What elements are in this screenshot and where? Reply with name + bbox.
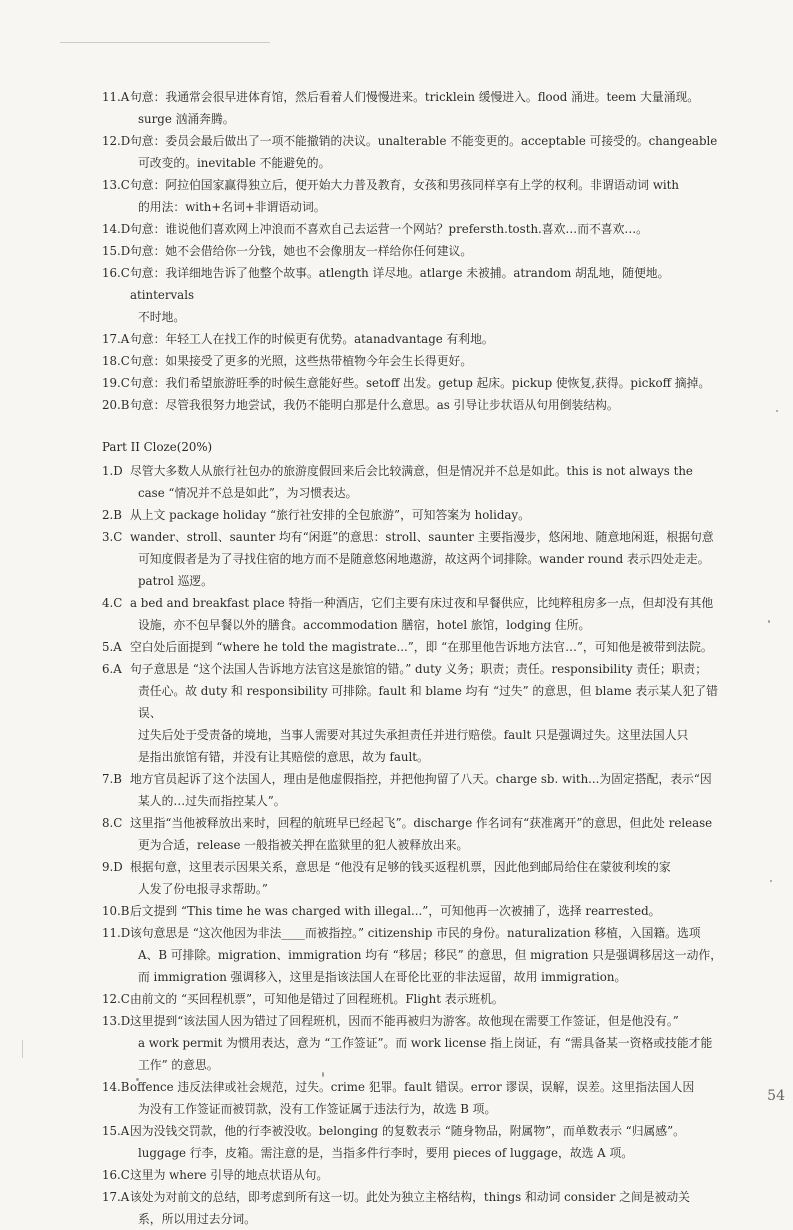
explanation-line: 句意：尽管我很努力地尝试，我仍不能明白那是什么意思。as 引导让步状语从句用倒装结构。	[130, 398, 619, 412]
answer-entry	[102, 240, 732, 262]
answer-number: 11.A	[102, 90, 130, 104]
answer-explanation	[130, 812, 732, 856]
answer-entry	[102, 1164, 732, 1186]
answer-entry	[102, 86, 732, 130]
explanation-line: patrol 巡逻。	[138, 574, 213, 588]
answer-number: 18.C	[102, 354, 130, 368]
explanation-line: 工作” 的意思。	[138, 1058, 219, 1072]
answer-entry	[102, 922, 732, 988]
answer-entry	[102, 394, 732, 416]
answer-number: 13.C	[102, 178, 130, 192]
answer-entry	[102, 130, 732, 174]
answer-explanation	[130, 1010, 732, 1076]
answer-entry	[102, 372, 732, 394]
page-number: 54	[767, 1088, 785, 1104]
answer-entry	[102, 526, 732, 592]
answer-number: 19.C	[102, 376, 130, 390]
answer-explanation	[130, 328, 732, 350]
answer-entry	[102, 1120, 732, 1164]
explanation-line: 因为没钱交罚款，他的行李被没收。belonging 的复数表示 “随身物品，附属物”，而单数表示 “归属感”。	[130, 1124, 685, 1138]
answer-explanation	[130, 174, 732, 218]
answer-entry	[102, 262, 732, 328]
answer-entry	[102, 592, 732, 636]
answer-explanation	[130, 372, 732, 394]
explanation-line: 为没有工作签证而被罚款，没有工作签证属于违法行为，故选 B 项。	[138, 1102, 497, 1116]
answer-explanation	[130, 768, 732, 812]
answer-explanation	[130, 526, 732, 592]
scan-speck	[776, 410, 778, 412]
answer-explanation	[130, 218, 732, 240]
explanation-line: 这里为 where 引导的地点状语从句。	[130, 1168, 329, 1182]
answer-entry	[102, 218, 732, 240]
explanation-line: luggage 行李，皮箱。需注意的是，当指多件行李时，要用 pieces of luggage，故选 A 项。	[138, 1146, 634, 1160]
scan-artifact-line	[22, 1040, 23, 1058]
explanation-line: 某人的…过失而指控某人”。	[138, 794, 286, 808]
answer-number: 1.D	[102, 464, 123, 478]
explanation-line: 句意：我通常会很早进体育馆，然后看着人们慢慢进来。tricklein 缓慢进入。flood 涌进。teem 大量涌现。	[130, 90, 700, 104]
answer-number: 16.C	[102, 266, 130, 280]
answer-number: 8.C	[102, 816, 123, 830]
answer-number: 11.D	[102, 926, 131, 940]
answer-explanation	[130, 1076, 732, 1120]
answer-explanation	[130, 988, 732, 1010]
explanation-line: 从上文 package holiday “旅行社安排的全包旅游”，可知答案为 holiday。	[130, 508, 530, 522]
answer-number: 9.D	[102, 860, 123, 874]
explanation-line: 尽管大多数人从旅行社包办的旅游度假回来后会比较满意，但是情况并不总是如此。this is not always the	[130, 464, 693, 478]
explanation-line: 由前文的 “买回程机票”，可知他是错过了回程班机。Flight 表示班机。	[130, 992, 504, 1006]
answer-explanations	[102, 86, 732, 1230]
explanation-line: 句意：如果接受了更多的光照，这些热带植物今年会生长得更好。	[130, 354, 473, 368]
explanation-line: 空白处后面提到 “where he told the magistrate...”，即 “在那里他告诉地方法官…”，可知他是被带到法院。	[130, 640, 713, 654]
answer-explanation	[130, 658, 732, 768]
answer-explanation	[130, 130, 732, 174]
explanation-line: 人发了份电报寻求帮助。”	[138, 882, 268, 896]
explanation-line: 是指出旅馆有错，并没有让其赔偿的意思，故为 fault。	[138, 750, 429, 764]
scan-speck	[770, 880, 772, 882]
explanation-line: 更为合适，release 一般指被关押在监狱里的犯人被释放出来。	[138, 838, 469, 852]
explanation-line: 该句意思是 “这次他因为非法____而被指控。” citizenship 市民的身份。naturalization 移植，入国籍。选项	[130, 926, 701, 940]
answer-entry	[102, 1076, 732, 1120]
answer-explanation	[130, 592, 732, 636]
explanation-line: 系，所以用过去分词。	[138, 1212, 256, 1226]
explanation-line: 句意：阿拉伯国家赢得独立后，便开始大力普及教育，女孩和男孩同样享有上学的权利。非谓语动词 with	[130, 178, 680, 192]
explanation-line: 这里指“当他被释放出来时，回程的航班早已经起飞”。discharge 作名词有“获准离开”的意思，但此处 release	[130, 816, 713, 830]
explanation-line: wander、stroll、saunter 均有“闲逛”的意思：stroll、saunter 主要指漫步，悠闲地、随意地闲逛，根据句意	[130, 530, 714, 544]
answer-explanation	[130, 86, 732, 130]
answer-number: 20.B	[102, 398, 130, 412]
explanation-line: 的用法：with+名词+非谓语动词。	[138, 200, 326, 214]
answer-explanation	[130, 856, 732, 900]
explanation-line: A、B 可排除。migration、immigration 均有 “移居；移民” 的意思，但 migration 只是强调移居这一动作，	[138, 948, 723, 962]
section-title-cloze: Part II Cloze(20%)	[102, 440, 213, 454]
answer-entry	[102, 900, 732, 922]
answer-explanation	[130, 1120, 732, 1164]
answer-explanation	[130, 240, 732, 262]
scan-artifact-line	[60, 42, 270, 43]
answer-explanation	[130, 262, 732, 328]
answer-entry	[102, 658, 732, 768]
explanation-line: 过失后处于受责备的境地，当事人需要对其过失承担责任并进行赔偿。fault 只是强调过失。这里法国人只	[138, 728, 689, 742]
answer-entry	[102, 504, 732, 526]
answer-number: 6.A	[102, 662, 122, 676]
answer-number: 15.A	[102, 1124, 130, 1138]
explanation-line: 句意：她不会借给你一分钱，她也不会像朋友一样给你任何建议。	[130, 244, 473, 258]
explanation-line: 句意：谁说他们喜欢网上冲浪而不喜欢自己去运营一个网站？prefersth.tosth.喜欢…而不喜欢…。	[130, 222, 648, 236]
answer-explanation	[130, 394, 732, 416]
answer-number: 14.B	[102, 1080, 130, 1094]
answer-entry	[102, 768, 732, 812]
answer-number: 17.A	[102, 332, 130, 346]
answer-entry	[102, 988, 732, 1010]
answer-entry	[102, 350, 732, 372]
answer-number: 14.D	[102, 222, 131, 236]
answer-number: 12.D	[102, 134, 131, 148]
explanation-line: 后文提到 “This time he was charged with illegal...”，可知他再一次被捕了，选择 rearrested。	[130, 904, 661, 918]
answer-entry	[102, 1010, 732, 1076]
answer-number: 16.C	[102, 1168, 130, 1182]
explanation-line: 根据句意，这里表示因果关系，意思是 “他没有足够的钱买返程机票，因此他到邮局给住在蒙彼利埃的家	[130, 860, 671, 874]
explanation-line: 可知度假者是为了寻找住宿的地方而不是随意悠闲地遨游，故这两个词排除。wander round 表示四处走走。	[138, 552, 710, 566]
answer-entry	[102, 856, 732, 900]
explanation-line: a bed and breakfast place 特指一种酒店，它们主要有床过夜和早餐供应，比纯粹租房多一点，但却没有其他	[130, 596, 714, 610]
answer-explanation	[130, 460, 732, 504]
answer-entry	[102, 1186, 732, 1230]
answer-entry	[102, 460, 732, 504]
explanation-line: 该处为对前文的总结，即考虑到所有这一切。此处为独立主格结构，things 和动词 consider 之间是被动关	[130, 1190, 690, 1204]
answer-explanation	[130, 504, 732, 526]
explanation-line: 句意：我详细地告诉了他整个故事。atlength 详尽地。atlarge 未被捕。atrandom 胡乱地，随便地。atintervals	[130, 266, 670, 302]
answer-entry	[102, 812, 732, 856]
answer-entry	[102, 636, 732, 658]
answer-number: 12.C	[102, 992, 130, 1006]
answer-explanation	[130, 636, 732, 658]
answer-number: 17.A	[102, 1190, 130, 1204]
explanation-line: surge 汹涌奔腾。	[138, 112, 235, 126]
explanation-line: 句意：我们希望旅游旺季的时候生意能好些。setoff 出发。getup 起床。pickup 使恢复,获得。pickoff 摘掉。	[130, 376, 711, 390]
explanation-line: 句子意思是 “这个法国人告诉地方法官这是旅馆的错。” duty 义务；职责；责任。responsibility 责任；职责；	[130, 662, 708, 676]
answer-number: 10.B	[102, 904, 130, 918]
explanation-line: 句意：委员会最后做出了一项不能撤销的决议。unalterable 不能变更的。acceptable 可接受的。changeable	[130, 134, 718, 148]
explanation-line: case “情况并不总是如此”，为习惯表达。	[138, 486, 358, 500]
answer-number: 2.B	[102, 508, 122, 522]
answer-number: 5.A	[102, 640, 122, 654]
answer-entry	[102, 328, 732, 350]
explanation-line: 这里提到“该法国人因为错过了回程班机，因而不能再被归为游客。故他现在需要工作签证，但是他没有。”	[130, 1014, 679, 1028]
explanation-line: a work permit 为惯用表达，意为 “工作签证”。而 work license 指上岗证，有 “需具备某一资格或技能才能	[138, 1036, 713, 1050]
explanation-line: 设施，亦不包早餐以外的膳食。accommodation 膳宿，hotel 旅馆，lodging 住所。	[138, 618, 591, 632]
answer-number: 15.D	[102, 244, 131, 258]
answer-number: 13.D	[102, 1014, 131, 1028]
explanation-line: offence 违反法律或社会规范，过失。crime 犯罪。fault 错误。error 谬误，误解，误差。这里指法国人因	[130, 1080, 695, 1094]
explanation-line: 责任心。故 duty 和 responsibility 可排除。fault 和 blame 均有 “过失” 的意思，但 blame 表示某人犯了错误、	[138, 684, 718, 720]
answer-number: 3.C	[102, 530, 123, 544]
scan-speck	[768, 620, 770, 623]
answer-number: 7.B	[102, 772, 122, 786]
explanation-line: 而 immigration 强调移入，这里是指该法国人在哥伦比亚的非法逗留，故用 immigration。	[138, 970, 627, 984]
explanation-line: 不时地。	[138, 310, 186, 324]
answer-explanation	[130, 922, 732, 988]
answer-explanation	[130, 350, 732, 372]
explanation-line: 可改变的。inevitable 不能避免的。	[138, 156, 331, 170]
answer-explanation	[130, 900, 732, 922]
answer-explanation	[130, 1164, 732, 1186]
answer-number: 4.C	[102, 596, 123, 610]
answer-explanation	[130, 1186, 732, 1230]
answer-entry	[102, 174, 732, 218]
explanation-line: 句意：年轻工人在找工作的时候更有优势。atanadvantage 有利地。	[130, 332, 494, 346]
explanation-line: 地方官员起诉了这个法国人，理由是他虚假指控，并把他拘留了八天。charge sb. with...为固定搭配，表示“因	[130, 772, 712, 786]
